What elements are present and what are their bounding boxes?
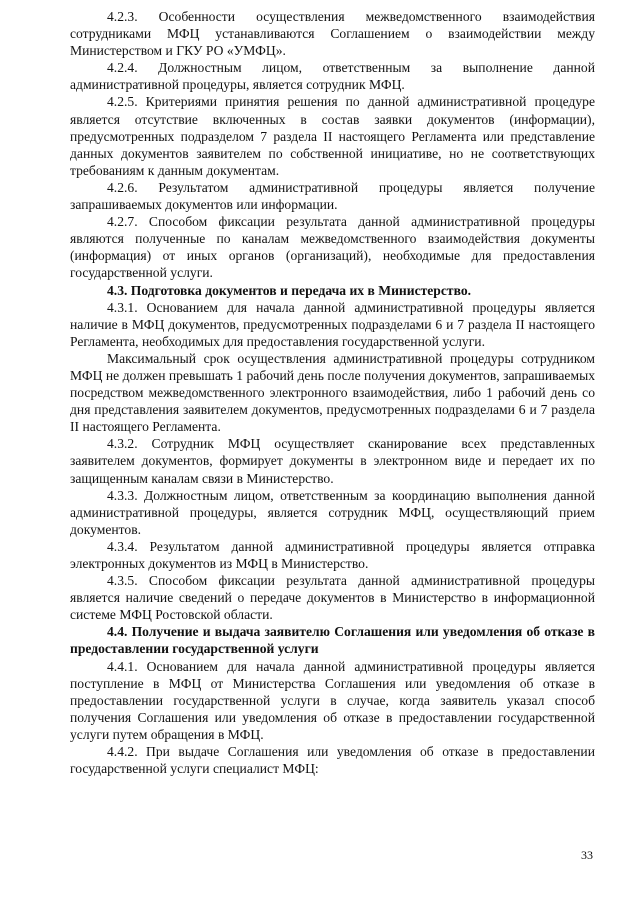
paragraph-4-4-2: 4.4.2. При выдаче Соглашения или уведомления об отказе в предоставлении государственной услуги специалист МФЦ: [70,744,595,777]
paragraph-4-3-1: 4.3.1. Основанием для начала данной административной процедуры является наличие в МФЦ документов, предусмотренных подразделами 6 и 7 раздела II настоящего Регламента, необходимых для предоставления государственной услуги. [70,299,595,349]
paragraph-4-3-2: 4.3.2. Сотрудник МФЦ осуществляет сканирование всех представленных заявителем документов, формирует документы в электронном виде и передает их по защищенным каналам связи в Министерство. [70,436,595,486]
paragraph-max-term: Максимальный срок осуществления административной процедуры сотрудником МФЦ не должен превышать 1 рабочий день после получения документов, запрашиваемых посредством межведомственного электронного взаимодействия, либо 1 рабочий день со дня представления заявителем документов, предусмотренных подразделами 6 и 7 раздела II настоящего Регламента. [70,350,595,435]
paragraph-4-2-3: 4.2.3. Особенности осуществления межведомственного взаимодействия сотрудниками МФЦ устанавливаются Соглашением о взаимодействии между Министерством и ГКУ РО «УМФЦ». [70,9,595,59]
section-heading-4-3: 4.3. Подготовка документов и передача их в Министерство. [107,282,472,298]
section-heading-4-4: 4.4. Получение и выдача заявителю Соглашения или уведомления об отказе в предоставлении государственной услуги [70,624,595,657]
paragraph-4-2-6: 4.2.6. Результатом административной процедуры является получение запрашиваемых документов или информации. [70,179,595,213]
paragraph-4-3-4: 4.3.4. Результатом данной административной процедуры является отправка электронных документов из МФЦ в Министерство. [70,538,595,571]
paragraph-4-4-1: 4.4.1. Основанием для начала данной административной процедуры является поступление в МФЦ от Министерства Соглашения или уведомления об отказе в предоставлении государственной услуги в случае, когда заявитель указал способ получения Соглашения или уведомления об отказе в предоставлении государственной услуги путем обращения в МФЦ. [70,658,595,742]
paragraph-4-2-4: 4.2.4. Должностным лицом, ответственным за выполнение данной административной процедуры, является сотрудник МФЦ. [70,60,595,93]
paragraph-4-3-3: 4.3.3. Должностным лицом, ответственным за координацию выполнения данной административной процедуры, является сотрудник МФЦ, осуществляющий прием документов. [70,487,595,537]
paragraph-4-2-5: 4.2.5. Критериями принятия решения по данной административной процедуре является отсутствие включенных в состав заявки документов (информации), предусмотренных подразделом 7 раздела II настоящего Регламента или представление данных документов заявителем по собственной инициативе, но не соответствующих требованиям к данным документам. [70,94,595,178]
paragraph-4-2-7: 4.2.7. Способом фиксации результата данной административной процедуры являются полученные по каналам межведомственного взаимодействия документы (информация) от иных органов (организаций), необходимые для предоставления государственной услуги. [70,214,595,281]
paragraph-4-3-5: 4.3.5. Способом фиксации результата данной административной процедуры является наличие сведений о передаче документов в Министерство в информационной системе МФЦ Ростовской области. [70,573,595,623]
page-number: 33 [581,848,593,862]
